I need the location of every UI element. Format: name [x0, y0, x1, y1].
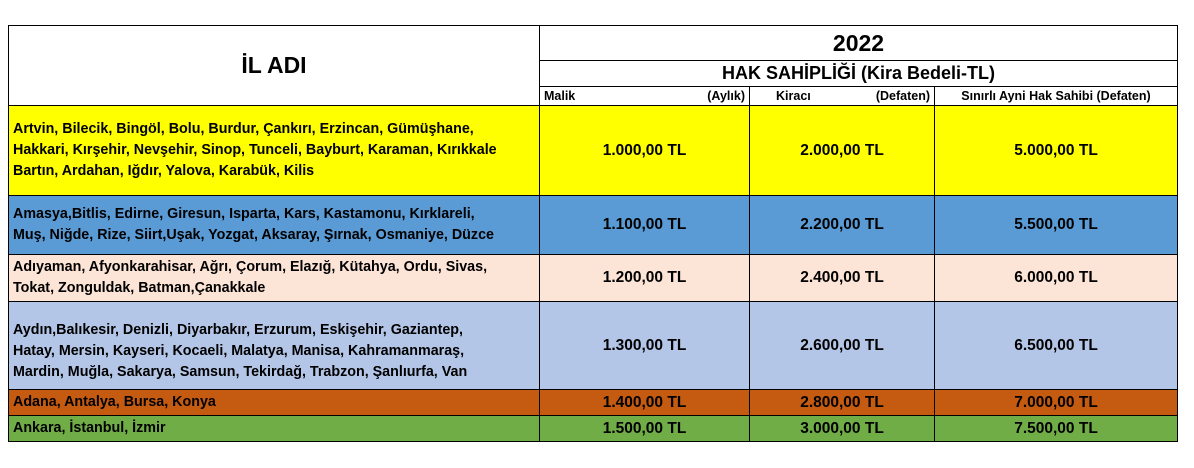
province-line: Hakkari, Kırşehir, Nevşehir, Sinop, Tunceli, Bayburt, Karaman, Kırıkkale [13, 142, 497, 158]
rent-table-container [8, 25, 1178, 442]
province-line: Bartın, Ardahan, Iğdır, Yalova, Karabük, Kilis [13, 163, 315, 179]
malik-amount-cell: 1.000,00 TL [540, 106, 750, 196]
sinirli-amount-cell: 6.000,00 TL [935, 255, 1178, 302]
section-title: HAK SAHİPLİĞİ (Kira Bedeli-TL) [540, 61, 1178, 87]
malik-header [540, 87, 750, 106]
malik-period: (Aylık) [707, 89, 745, 103]
table-row [9, 255, 1178, 302]
sinirli-amount-cell: 7.500,00 TL [935, 416, 1178, 442]
kiraci-amount-cell: 2.600,00 TL [750, 302, 935, 390]
malik-label: Malik [544, 89, 576, 103]
table-row [9, 196, 1178, 255]
table-row [9, 390, 1178, 416]
province-line: Mardin, Muğla, Sakarya, Samsun, Tekirdağ, Trabzon, Şanlıurfa, Van [13, 364, 468, 380]
malik-amount-cell: 1.100,00 TL [540, 196, 750, 255]
province-line: Hatay, Mersin, Kayseri, Kocaeli, Malatya, Manisa, Kahramanmaraş, [13, 343, 465, 359]
kiraci-amount-cell: 2.400,00 TL [750, 255, 935, 302]
kiraci-period: (Defaten) [875, 89, 930, 103]
province-list-cell [9, 390, 540, 416]
kiraci-amount-cell: 2.000,00 TL [750, 106, 935, 196]
kiraci-amount-cell: 2.200,00 TL [750, 196, 935, 255]
kiraci-amount-cell: 2.800,00 TL [750, 390, 935, 416]
province-line: Artvin, Bilecik, Bingöl, Bolu, Burdur, Çankırı, Erzincan, Gümüşhane, [13, 121, 474, 137]
malik-amount-cell: 1.300,00 TL [540, 302, 750, 390]
sinirli-amount-cell: 7.000,00 TL [935, 390, 1178, 416]
malik-amount-cell: 1.400,00 TL [540, 390, 750, 416]
province-line: Adana, Antalya, Bursa, Konya [13, 394, 216, 410]
province-column-header: İL ADI [9, 26, 540, 106]
province-list-cell [9, 302, 540, 390]
province-list-cell [9, 416, 540, 442]
province-list-cell [9, 196, 540, 255]
province-line: Tokat, Zonguldak, Batman,Çanakkale [13, 280, 266, 296]
province-list-cell [9, 255, 540, 302]
table-row [9, 302, 1178, 390]
province-line: Aydın,Balıkesir, Denizli, Diyarbakır, Erzurum, Eskişehir, Gaziantep, [13, 322, 463, 338]
sinirli-amount-cell: 5.000,00 TL [935, 106, 1178, 196]
province-line: Amasya,Bitlis, Edirne, Giresun, Isparta, Kars, Kastamonu, Kırklareli, [13, 206, 475, 222]
sinirli-header: Sınırlı Ayni Hak Sahibi (Defaten) [935, 87, 1178, 106]
sinirli-amount-cell: 6.500,00 TL [935, 302, 1178, 390]
table-row [9, 416, 1178, 442]
kiraci-header [750, 87, 935, 106]
table-row [9, 106, 1178, 196]
malik-amount-cell: 1.200,00 TL [540, 255, 750, 302]
year-header: 2022 [540, 26, 1178, 61]
sinirli-amount-cell: 5.500,00 TL [935, 196, 1178, 255]
province-list-cell [9, 106, 540, 196]
malik-amount-cell: 1.500,00 TL [540, 416, 750, 442]
rent-table [8, 25, 1178, 442]
header-row-year [9, 26, 1178, 61]
kiraci-amount-cell: 3.000,00 TL [750, 416, 935, 442]
kiraci-label: Kiracı [776, 89, 811, 103]
province-line: Adıyaman, Afyonkarahisar, Ağrı, Çorum, Elazığ, Kütahya, Ordu, Sivas, [13, 259, 488, 275]
province-line: Ankara, İstanbul, İzmir [13, 420, 166, 436]
province-line: Muş, Niğde, Rize, Siirt,Uşak, Yozgat, Aksaray, Şırnak, Osmaniye, Düzce [13, 227, 494, 243]
